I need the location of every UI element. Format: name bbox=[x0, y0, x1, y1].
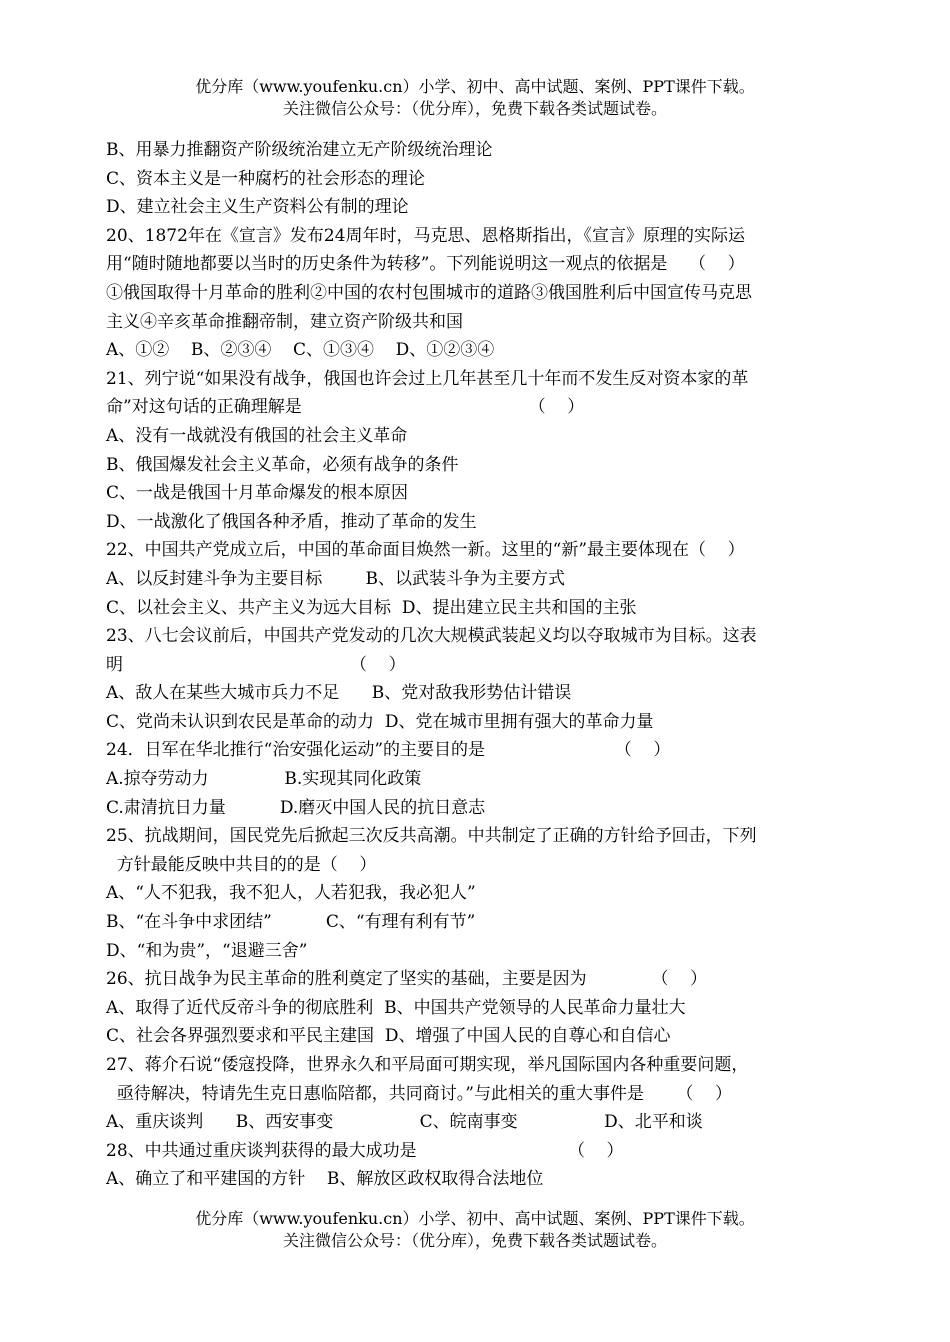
question-line: 明 （ ） bbox=[106, 654, 406, 675]
question-line: 27、蒋介石说“倭寇投降，世界永久和平局面可期实现，举凡国际国内各种重要问题， bbox=[106, 1055, 749, 1075]
option-line: A、确立了和平建国的方针 B、解放区政权取得合法地位 bbox=[106, 1169, 544, 1190]
option-line: A、重庆谈判 B、西安事变 C、皖南事变 D、北平和谈 bbox=[106, 1112, 703, 1133]
option-line: B、俄国爆发社会主义革命，必须有战争的条件 bbox=[106, 454, 459, 475]
question-line: 25、抗战期间，国民党先后掀起三次反共高潮。中共制定了正确的方针给予回击，下列 bbox=[106, 826, 757, 847]
option-line: D、建立社会主义生产资料公有制的理论 bbox=[106, 197, 409, 218]
option-line: D、“和为贵”，“退避三舍” bbox=[106, 940, 308, 961]
question-line: 26、抗日战争为民主革命的胜利奠定了坚实的基础，主要是因为 （ ） bbox=[106, 969, 708, 990]
option-line: C、社会各界强烈要求和平民主建国 D、增强了中国人民的自尊心和自信心 bbox=[106, 1026, 671, 1047]
option-line: D、一战激化了俄国各种矛盾，推动了革命的发生 bbox=[106, 511, 477, 532]
footer-line-2: 关注微信公众号：（优分库），免费下载各类试题试卷。 bbox=[282, 1231, 667, 1250]
header-line-1: 优分库（www.youfenku.cn）小学、初中、高中试题、案例、PPT课件下载。 bbox=[195, 77, 755, 96]
question-line: ①俄国取得十月革命的胜利②中国的农村包围城市的道路③俄国胜利后中国宣传马克思 bbox=[106, 282, 752, 303]
header-line-2: 关注微信公众号：（优分库），免费下载各类试题试卷。 bbox=[282, 99, 667, 118]
question-line: 20、1872年在《宣言》发布24周年时，马克思、恩格斯指出，《宣言》原理的实际运 bbox=[106, 225, 746, 246]
option-line: A、“人不犯我，我不犯人，人若犯我，我必犯人” bbox=[106, 883, 476, 904]
option-line: C、一战是俄国十月革命爆发的根本原因 bbox=[106, 483, 409, 504]
option-line: C、资本主义是一种腐朽的社会形态的理论 bbox=[106, 168, 426, 189]
option-line: A、没有一战就没有俄国的社会主义革命 bbox=[106, 425, 408, 446]
option-line: C.肃清抗日力量 D.磨灭中国人民的抗日意志 bbox=[106, 797, 486, 818]
option-line: A.掠夺劳动力 B.实现其同化政策 bbox=[106, 769, 422, 790]
footer-line-1: 优分库（www.youfenku.cn）小学、初中、高中试题、案例、PPT课件下载。 bbox=[195, 1209, 755, 1228]
option-line: A、①② B、②③④ C、①③④ D、①②③④ bbox=[106, 340, 495, 361]
option-line: C、以社会主义、共产主义为远大目标 D、提出建立民主共和国的主张 bbox=[106, 597, 637, 618]
question-line: 22、中国共产党成立后，中国的革命面目焕然一新。这里的“新”最主要体现在（ ） bbox=[106, 540, 745, 561]
question-line: 24．日军在华北推行“治安强化运动”的主要目的是 （ ） bbox=[106, 740, 671, 761]
question-line: 21、列宁说“如果没有战争，俄国也许会过上几年甚至几十年而不发生反对资本家的革 bbox=[106, 368, 749, 389]
page-header bbox=[0, 76, 950, 120]
option-line: A、取得了近代反帝斗争的彻底胜利 B、中国共产党领导的人民革命力量壮大 bbox=[106, 997, 686, 1018]
question-line: 亟待解决，特请先生克日惠临陪都，共同商讨。”与此相关的重大事件是 （ ） bbox=[106, 1083, 733, 1104]
question-line: 命”对这句话的正确理解是 （ ） bbox=[106, 397, 585, 418]
page-footer bbox=[0, 1208, 950, 1252]
option-line: A、敌人在某些大城市兵力不足 B、党对敌我形势估计错误 bbox=[106, 683, 572, 704]
question-line: 方针最能反映中共目的的是（ ） bbox=[106, 854, 377, 875]
option-line: B、“在斗争中求团结” C、“有理有利有节” bbox=[106, 912, 476, 933]
option-line: C、党尚未认识到农民是革命的动力 D、党在城市里拥有强大的革命力量 bbox=[106, 711, 654, 732]
option-line: A、以反封建斗争为主要目标 B、以武装斗争为主要方式 bbox=[106, 568, 565, 589]
question-content bbox=[106, 136, 854, 1194]
question-line: 28、中共通过重庆谈判获得的最大成功是 （ ） bbox=[106, 1140, 624, 1161]
question-line: 23、八七会议前后，中国共产党发动的几次大规模武装起义均以夺取城市为目标。这表 bbox=[106, 626, 757, 647]
question-line: 主义④辛亥革命推翻帝制，建立资产阶级共和国 bbox=[106, 311, 463, 332]
option-line: B、用暴力推翻资产阶级统治建立无产阶级统治理论 bbox=[106, 140, 493, 160]
question-line: 用“随时随地都要以当时的历史条件为转移”。下列能说明这一观点的依据是 （ ） bbox=[106, 254, 745, 275]
